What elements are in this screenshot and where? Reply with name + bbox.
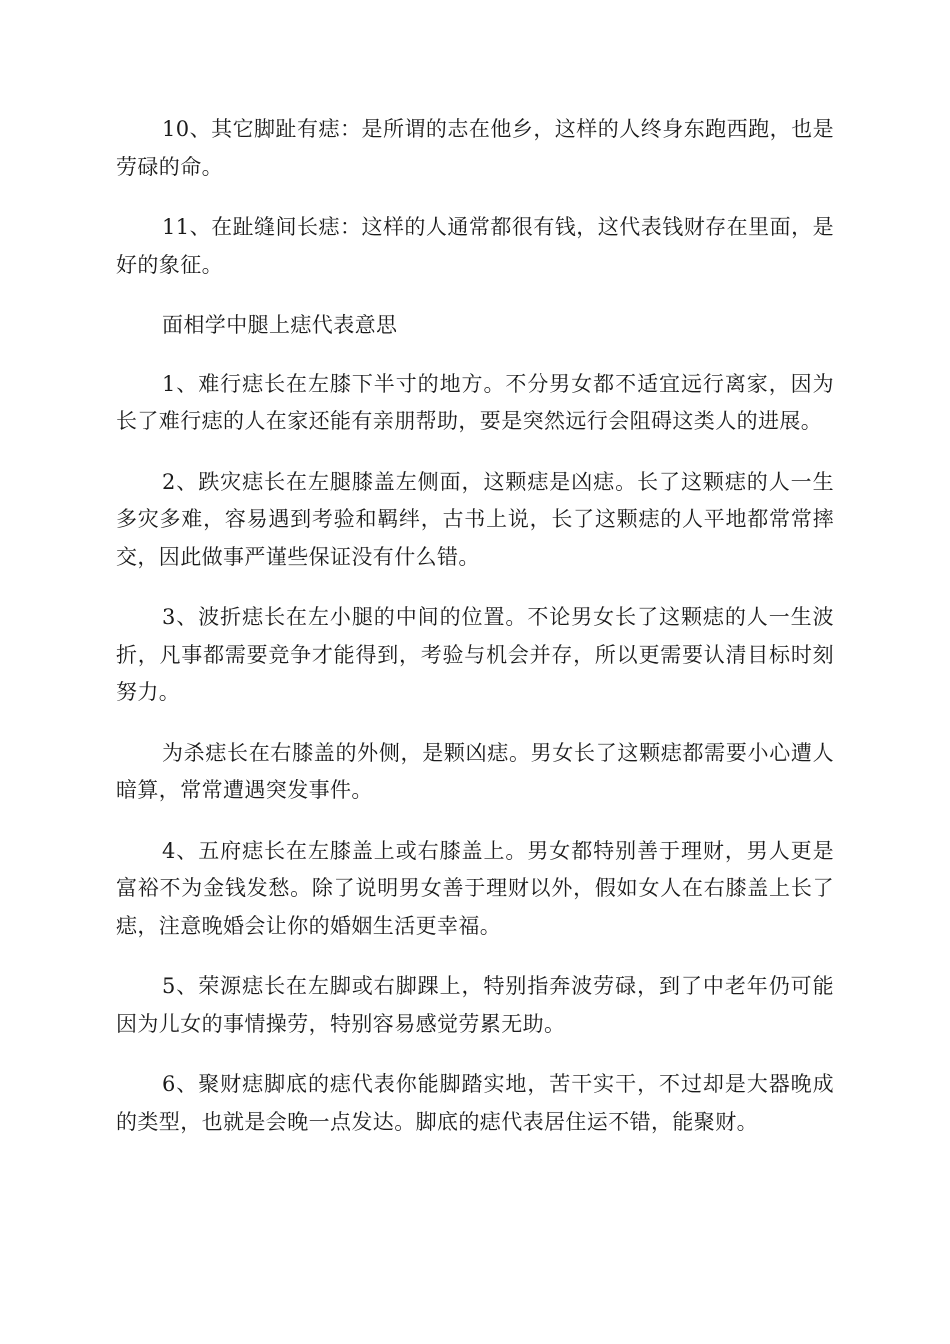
paragraph-toe-mole-10: 10、其它脚趾有痣：是所谓的志在他乡，这样的人终身东跑西跑，也是劳碌的命。: [116, 117, 834, 179]
paragraph-leg-mole-sha: 为杀痣长在右膝盖的外侧，是颗凶痣。男女长了这颗痣都需要小心遭人暗算，常常遭遇突发事件。: [116, 740, 834, 802]
paragraph-leg-mole-5: 5、荣源痣长在左脚或右脚踝上，特别指奔波劳碌，到了中老年仍可能因为儿女的事情操劳，特别容易感觉劳累无助。: [116, 974, 834, 1036]
paragraph-leg-mole-3: 3、波折痣长在左小腿的中间的位置。不论男女长了这颗痣的人一生波折，凡事都需要竞争才能得到，考验与机会并存，所以更需要认清目标时刻努力。: [116, 605, 834, 704]
paragraph-toe-gap-mole-11: 11、在趾缝间长痣：这样的人通常都很有钱，这代表钱财存在里面，是好的象征。: [116, 215, 834, 277]
paragraph-leg-mole-4: 4、五府痣长在左膝盖上或右膝盖上。男女都特别善于理财，男人更是富裕不为金钱发愁。除了说明男女善于理财以外，假如女人在右膝盖上长了痣，注意晚婚会让你的婚姻生活更幸福。: [116, 838, 834, 938]
document-body: [116, 111, 834, 1164]
paragraph-leg-mole-1: 1、难行痣长在左膝下半寸的地方。不分男女都不适宜远行离家，因为长了难行痣的人在家还能有亲朋帮助，要是突然远行会阻碍这类人的进展。: [116, 371, 834, 433]
section-heading-leg-moles: 面相学中腿上痣代表意思: [162, 313, 398, 337]
paragraph-leg-mole-2: 2、跌灾痣长在左腿膝盖左侧面，这颗痣是凶痣。长了这颗痣的人一生多灾多难，容易遇到考验和羁绊，古书上说，长了这颗痣的人平地都常常摔交，因此做事严谨些保证没有什么错。: [116, 469, 834, 569]
paragraph-leg-mole-6: 6、聚财痣脚底的痣代表你能脚踏实地，苦干实干，不过却是大器晚成的类型，也就是会晚一点发达。脚底的痣代表居住运不错，能聚财。: [116, 1072, 834, 1134]
